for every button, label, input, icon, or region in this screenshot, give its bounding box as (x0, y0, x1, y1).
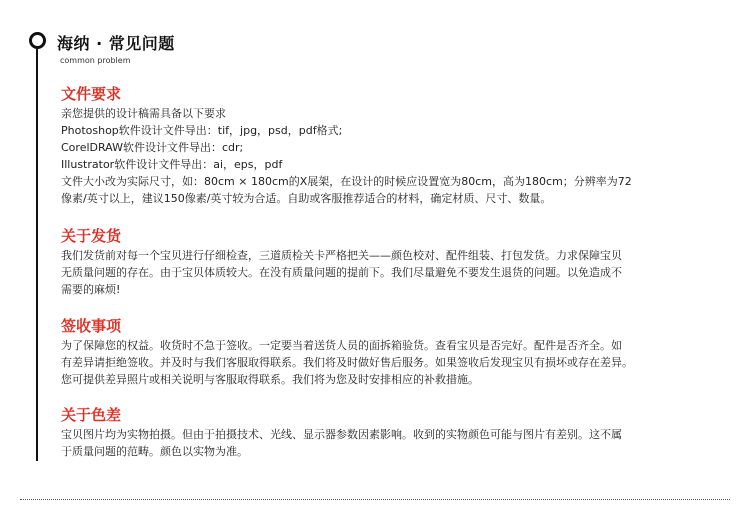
body-line: 您可提供差异照片或相关说明与客服取得联系。我们将为您及时安排相应的补救措施。 (61, 373, 479, 386)
body-line: 亲您提供的设计稿需具备以下要求 (61, 107, 226, 120)
bottom-divider (20, 499, 730, 500)
body-line: 我们发货前对每一个宝贝进行仔细检查，三道质检关卡严格把关——颜色校对、配件组装、打包发货。力求保障宝贝 (61, 249, 622, 262)
page-title: 海纳 · 常见问题 (57, 34, 175, 53)
section-title: 文件要求 (61, 85, 122, 103)
body-line: 于质量问题的范畴。颜色以实物为准。 (61, 445, 248, 458)
body-line: 有差异请拒绝签收。并及时与我们客服取得联系。我们将及时做好售后服务。如果签收后发现宝贝有损坏或存在差异。 (61, 356, 633, 369)
section-title: 关于色差 (61, 406, 122, 424)
section-title: 关于发货 (61, 227, 122, 245)
section-body (61, 426, 726, 460)
body-line: 需要的麻烦! (61, 283, 121, 296)
section-body (61, 337, 726, 388)
page-subtitle: common problem (60, 56, 131, 65)
body-line: 无质量问题的存在。由于宝贝体质较大。在没有质量问题的提前下。我们尽量避免不要发生退货的问题。以免造成不 (61, 266, 622, 279)
body-line: 为了保障您的权益。收货时不急于签收。一定要当着送货人员的面拆箱验货。查看宝贝是否完好。配件是否齐全。如 (61, 339, 622, 352)
section-body (61, 105, 726, 207)
section-color-difference (61, 405, 726, 460)
body-line: CorelDRAW软件设计文件导出：cdr; (61, 141, 244, 154)
body-line: Photoshop软件设计文件导出：tif，jpg，psd，pdf格式; (61, 124, 343, 137)
section-body (61, 247, 726, 298)
section-title: 签收事项 (61, 317, 122, 335)
body-line: 文件大小改为实际尺寸，如：80cm × 180cm的X展架，在设计的时候应设置宽为80cm，高为180cm；分辨率为72 (61, 175, 632, 188)
body-line: 宝贝图片均为实物拍摄。但由于拍摄技术、光线、显示器参数因素影响。收到的实物颜色可能与图片有差别。这不属 (61, 428, 622, 441)
section-receipt (61, 316, 726, 388)
body-line: 像素/英寸以上，建议150像素/英寸较为合适。自助或客服推荐适合的材料，确定材质、尺寸、数量。 (61, 192, 552, 205)
timeline-line (36, 49, 38, 461)
body-line: Illustrator软件设计文件导出：ai，eps，pdf (61, 158, 283, 171)
section-file-requirements (61, 84, 726, 207)
bullet-circle-icon (29, 32, 46, 49)
section-shipping (61, 226, 726, 298)
